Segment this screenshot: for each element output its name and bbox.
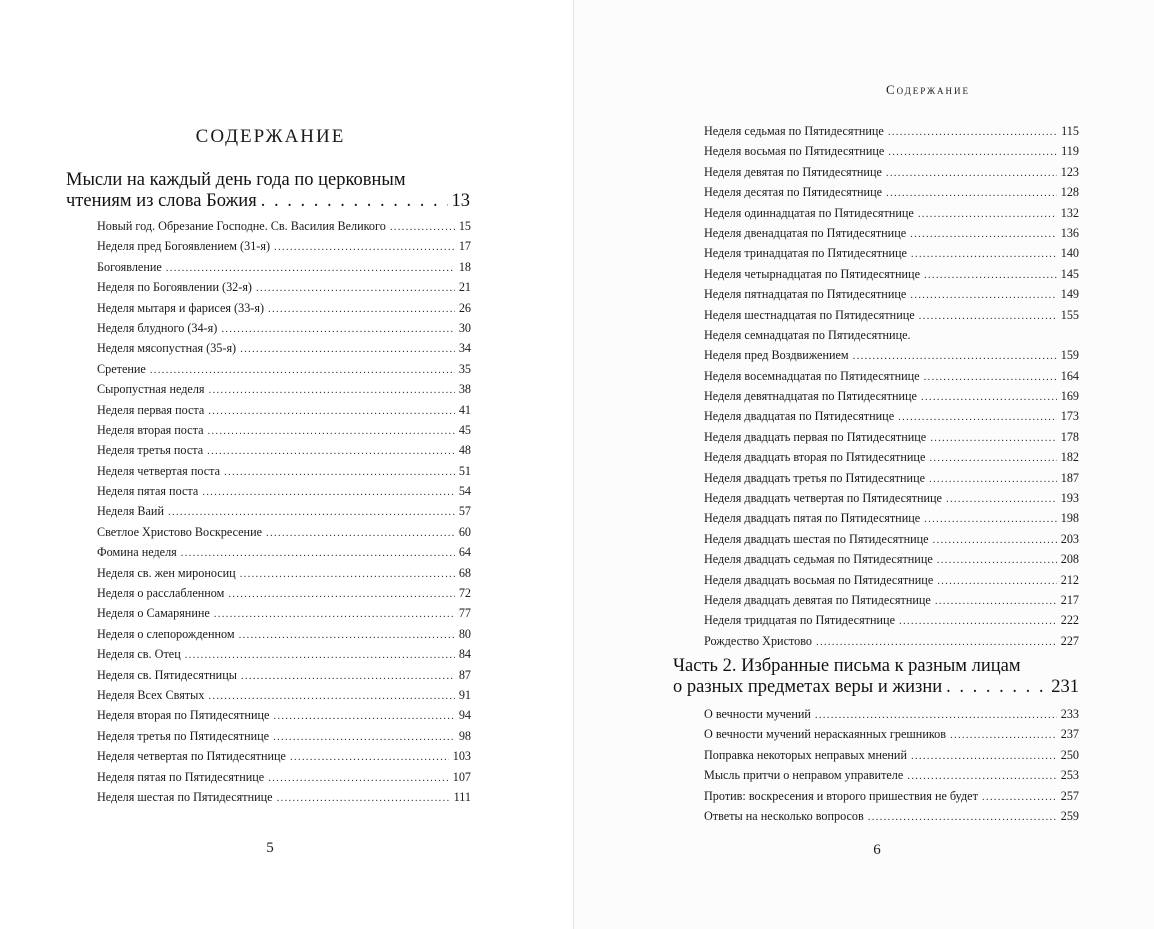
leader-dots — [266, 523, 455, 543]
toc-entry-page: 64 — [458, 545, 471, 560]
leader-dots — [224, 462, 455, 482]
leader-dots — [273, 727, 455, 747]
toc-entry — [704, 121, 1079, 141]
toc-entry-title: Неделя двадцать четвертая по Пятидесятнице — [704, 491, 942, 506]
leader-dots — [946, 489, 1057, 509]
toc-entry-title: Неделя по Богоявлении (32-я) — [97, 280, 252, 295]
part2-heading-line2-row — [673, 677, 1079, 698]
leader-dots — [816, 632, 1057, 652]
leader-dots — [214, 604, 455, 624]
toc-entry-page: 259 — [1060, 808, 1079, 823]
toc-entry-title: Неделя шестнадцатая по Пятидесятнице — [704, 307, 915, 322]
toc-entry-title: Неделя четвертая поста — [97, 463, 221, 478]
toc-entry-title: Неделя двадцатая по Пятидесятнице — [704, 409, 895, 424]
leader-dots — [888, 122, 1057, 142]
part2-heading — [673, 656, 1079, 698]
toc-entry-page: 54 — [458, 484, 471, 499]
toc-entry-page: 91 — [458, 687, 471, 702]
leader-dots — [185, 645, 455, 665]
leader-dots — [937, 550, 1057, 570]
toc-entry-title: Неделя пред Воздвижением — [704, 348, 849, 363]
toc-entry-page: 34 — [458, 341, 471, 356]
toc-entry-page: 253 — [1060, 768, 1079, 783]
toc-entry-title: Неделя двадцать девятая по Пятидесятнице — [704, 592, 931, 607]
running-head: Содержание — [885, 82, 971, 97]
leader-dots — [228, 584, 454, 604]
right-page — [574, 0, 1154, 929]
toc-entry-page: 80 — [458, 626, 471, 641]
toc-entry — [97, 685, 471, 705]
toc-entry-title: Неделя двадцать вторая по Пятидесятнице — [704, 450, 926, 465]
toc-entry-page: 208 — [1060, 552, 1079, 567]
toc-entry-page: 217 — [1060, 592, 1079, 607]
toc-entry-title: Неделя двадцать пятая по Пятидесятнице — [704, 511, 921, 526]
toc-entry-title: Фомина неделя — [97, 545, 177, 560]
leader-dots — [202, 482, 455, 502]
leader-dots — [240, 339, 455, 359]
toc-entry-page: 237 — [1060, 727, 1079, 742]
toc-list-left — [97, 216, 471, 807]
toc-entry-page: 169 — [1060, 389, 1079, 404]
leader-dots — [290, 747, 449, 767]
leader-dots — [268, 299, 455, 319]
leader-dots — [221, 319, 454, 339]
toc-entry — [704, 447, 1079, 467]
toc-entry — [704, 508, 1079, 528]
toc-entry-page: 103 — [452, 749, 471, 764]
toc-entry — [704, 724, 1079, 744]
toc-entry-title: Неделя тридцатая по Пятидесятнице — [704, 613, 895, 628]
toc-entry-title: Ответы на несколько вопросов — [704, 808, 864, 823]
leader-dots — [935, 591, 1057, 611]
toc-entry-page: 30 — [458, 320, 471, 335]
toc-entry — [704, 806, 1079, 826]
toc-entry-title: Неделя десятая по Пятидесятнице — [704, 185, 883, 200]
toc-entry-page: 115 — [1061, 124, 1079, 138]
toc-entry — [97, 400, 471, 420]
leader-dots — [910, 224, 1057, 244]
toc-entry-page: 250 — [1060, 747, 1079, 762]
leader-dots — [240, 564, 455, 584]
toc-entry-title: Неделя восемнадцатая по Пятидесятнице — [704, 368, 920, 383]
leader-dots — [208, 401, 455, 421]
toc-entry — [704, 305, 1079, 325]
toc-entry — [97, 726, 471, 746]
toc-entry-page: 77 — [458, 606, 471, 621]
toc-entry-page: 145 — [1060, 266, 1079, 281]
leader-dots — [150, 360, 455, 380]
leader-dots — [239, 625, 455, 645]
toc-entry-page: 15 — [458, 219, 471, 233]
toc-entry-page: 136 — [1060, 225, 1079, 240]
section-heading-line1: Мысли на каждый день года по церковным — [66, 170, 406, 190]
toc-entry-page: 51 — [458, 463, 471, 478]
toc-entry — [97, 420, 471, 440]
toc-entry-page: 187 — [1060, 470, 1079, 485]
toc-entry-page: 18 — [458, 259, 471, 274]
toc-entry-title: Неделя шестая по Пятидесятнице — [97, 789, 273, 804]
page-title: СОДЕРЖАНИЕ — [195, 126, 346, 147]
leader-dots — [924, 265, 1057, 285]
toc-entry-page: 60 — [458, 524, 471, 539]
toc-entry-page: 98 — [458, 728, 471, 743]
toc-entry-title: Неделя вторая по Пятидесятнице — [97, 708, 270, 723]
toc-entry-title: Неделя двадцать первая по Пятидесятнице — [704, 429, 927, 444]
toc-entry — [97, 318, 471, 338]
toc-entry — [704, 406, 1079, 426]
toc-entry-page: 155 — [1060, 307, 1079, 322]
toc-entry — [704, 182, 1079, 202]
toc-entry — [97, 359, 471, 379]
toc-entry-page: 41 — [458, 402, 471, 417]
toc-entry-page: 111 — [453, 789, 471, 804]
toc-entry-title: Неделя четырнадцатая по Пятидесятнице — [704, 266, 920, 281]
leader-dots — [982, 787, 1057, 807]
toc-entry-title: Неделя пятнадцатая по Пятидесятнице — [704, 287, 907, 302]
leader-dots — [919, 306, 1057, 326]
toc-entry-title: Против: воскресения и второго пришествия не будет — [704, 788, 978, 803]
leader-dots — [929, 469, 1057, 489]
toc-entry — [97, 257, 471, 277]
toc-entry — [704, 162, 1079, 182]
toc-entry — [704, 386, 1079, 406]
toc-entry-page: 68 — [458, 565, 471, 580]
toc-entry-title: Неделя св. жен мироносиц — [97, 565, 236, 580]
toc-entry — [97, 379, 471, 399]
toc-entry-page: 128 — [1060, 185, 1079, 200]
toc-entry-title: Неделя седьмая по Пятидесятнице — [704, 124, 884, 138]
toc-entry-title: Сретение — [97, 361, 146, 376]
toc-entry-page: 198 — [1060, 511, 1079, 526]
toc-entry-page: 72 — [458, 586, 471, 601]
section-heading-line2-row — [66, 191, 470, 212]
leader-dots — [181, 543, 455, 563]
toc-entry-title: Сыропустная неделя — [97, 382, 205, 397]
toc-entry-page: 233 — [1060, 707, 1079, 721]
leader-dots — [933, 530, 1057, 550]
leader-dots — [168, 502, 455, 522]
toc-entry-title: Неделя двадцать седьмая по Пятидесятнице — [704, 552, 933, 567]
toc-entry-title: Неделя первая поста — [97, 402, 205, 417]
toc-entry — [97, 563, 471, 583]
toc-entry-title: Неделя Всех Святых — [97, 687, 205, 702]
toc-entry-title: Неделя пятая по Пятидесятнице — [97, 769, 265, 784]
toc-entry-page: 38 — [458, 382, 471, 397]
page-number: 6 — [873, 842, 881, 858]
leader-dots — [898, 407, 1057, 427]
section-heading — [66, 170, 470, 212]
toc-entry-title: Неделя двенадцатая по Пятидесятнице — [704, 225, 907, 240]
leader-dots — [256, 278, 455, 298]
toc-entry-title: Неделя о слепорожденном — [97, 626, 235, 641]
toc-entry-page: 94 — [458, 708, 471, 723]
toc-entry-title: Неделя двадцать шестая по Пятидесятнице — [704, 531, 929, 546]
toc-entry-page: 182 — [1060, 450, 1079, 465]
toc-entry-title: Неделя св. Отец — [97, 647, 181, 662]
toc-entry-title: Неделя о Самарянине — [97, 606, 210, 621]
toc-entry — [97, 705, 471, 725]
leader-dots — [261, 191, 448, 212]
toc-entry — [704, 325, 1079, 345]
leader-dots — [277, 788, 450, 808]
toc-entry — [704, 549, 1079, 569]
leader-dots — [207, 421, 454, 441]
toc-entry — [704, 765, 1079, 785]
toc-entry — [704, 141, 1079, 161]
toc-entry-page: 140 — [1060, 246, 1079, 261]
toc-entry — [97, 542, 471, 562]
leader-dots — [924, 367, 1057, 387]
section-heading-line2: чтениям из слова Божия — [66, 191, 257, 211]
leader-dots — [911, 746, 1057, 766]
leader-dots — [899, 611, 1057, 631]
toc-entry — [704, 284, 1079, 304]
page-number: 5 — [266, 840, 274, 856]
toc-entry-title: Неделя третья по Пятидесятнице — [97, 728, 270, 743]
toc-entry — [704, 427, 1079, 447]
part2-heading-line2: о разных предметах веры и жизни — [673, 677, 943, 697]
leader-dots — [888, 142, 1057, 162]
toc-entry-page: 87 — [458, 667, 471, 682]
toc-entry-title: Неделя св. Пятидесятницы — [97, 667, 237, 682]
leader-dots — [166, 258, 455, 278]
leader-dots — [274, 237, 455, 257]
toc-entry-title: Рождество Христово — [704, 633, 812, 648]
toc-entry-title: О вечности мучений — [704, 707, 811, 721]
toc-entry-title: Неделя третья поста — [97, 443, 204, 458]
toc-entry — [97, 746, 471, 766]
toc-entry-title: Неделя девятая по Пятидесятнице — [704, 164, 882, 179]
leader-dots — [907, 766, 1056, 786]
toc-entry — [97, 665, 471, 685]
toc-list-right — [704, 121, 1079, 651]
leader-dots — [208, 686, 454, 706]
toc-entry-title: Неделя Ваий — [97, 504, 164, 519]
toc-entry-page: 159 — [1060, 348, 1079, 363]
toc-entry — [704, 243, 1079, 263]
toc-entry — [704, 786, 1079, 806]
toc-entry-title: Неделя девятнадцатая по Пятидесятнице — [704, 389, 917, 404]
toc-entry — [704, 631, 1079, 651]
toc-entry-page: 84 — [458, 647, 471, 662]
toc-entry — [704, 345, 1079, 365]
toc-entry-page: 257 — [1060, 788, 1079, 803]
toc-entry-title: Неделя двадцать третья по Пятидесятнице — [704, 470, 926, 485]
leader-dots — [815, 705, 1057, 725]
toc-entry — [97, 216, 471, 236]
toc-entry-page: 227 — [1060, 633, 1079, 648]
toc-entry-title: Неделя семнадцатая по Пятидесятнице. — [704, 327, 911, 342]
leader-dots — [937, 571, 1056, 591]
toc-entry-page: 222 — [1060, 613, 1079, 628]
toc-entry-page: 193 — [1060, 491, 1079, 506]
leader-dots — [207, 441, 455, 461]
toc-entry-page: 26 — [458, 300, 471, 315]
toc-entry — [704, 570, 1079, 590]
toc-entry-title: Неделя двадцать восьмая по Пятидесятнице — [704, 572, 934, 587]
toc-entry-page: 119 — [1061, 144, 1079, 159]
leader-dots — [950, 725, 1057, 745]
toc-entry — [704, 610, 1079, 630]
toc-entry-page: 17 — [458, 239, 471, 254]
toc-entry — [704, 590, 1079, 610]
toc-entry — [97, 277, 471, 297]
toc-entry-page: 57 — [458, 504, 471, 519]
toc-entry — [704, 264, 1079, 284]
toc-entry-title: Неделя пред Богоявлением (31-я) — [97, 239, 271, 254]
toc-entry-page: 212 — [1060, 572, 1079, 587]
leader-dots — [886, 183, 1057, 203]
toc-entry — [97, 440, 471, 460]
toc-entry — [97, 583, 471, 603]
toc-entry-page: 203 — [1060, 531, 1079, 546]
toc-entry-title: Неделя о расслабленном — [97, 586, 225, 601]
toc-entry-title: Неделя тринадцатая по Пятидесятнице — [704, 246, 907, 261]
leader-dots — [273, 706, 454, 726]
leader-dots — [924, 509, 1057, 529]
toc-entry — [97, 298, 471, 318]
toc-entry-title: Неделя мытаря и фарисея (33-я) — [97, 300, 265, 315]
toc-entry-title: Неделя восьмая по Пятидесятнице — [704, 144, 885, 159]
leader-dots — [910, 285, 1056, 305]
left-page — [0, 0, 573, 929]
toc-entry-page: 107 — [452, 769, 471, 784]
toc-entry-title: Мысль притчи о неправом управителе — [704, 768, 904, 783]
toc-entry-title: Неделя одиннадцатая по Пятидесятнице — [704, 205, 914, 220]
toc-entry-title: Новый год. Обрезание Господне. Св. Василия Великого — [97, 219, 386, 233]
toc-entry — [704, 468, 1079, 488]
leader-dots — [241, 666, 455, 686]
toc-entry-title: Неделя пятая поста — [97, 484, 199, 499]
toc-entry — [704, 529, 1079, 549]
section-heading-page: 13 — [451, 191, 470, 211]
toc-entry — [97, 522, 471, 542]
leader-dots — [930, 428, 1057, 448]
toc-entry — [704, 704, 1079, 724]
toc-entry-title: О вечности мучений нераскаянных грешников — [704, 727, 946, 742]
toc-entry-page: 35 — [458, 361, 471, 376]
toc-entry-title: Поправка некоторых неправых мнений — [704, 747, 907, 762]
toc-entry-title: Неделя блудного (34-я) — [97, 320, 218, 335]
toc-list-part2 — [704, 704, 1079, 826]
toc-entry-title: Неделя мясопустная (35-я) — [97, 341, 237, 356]
toc-entry — [704, 366, 1079, 386]
toc-entry — [704, 223, 1079, 243]
toc-entry-page: 178 — [1060, 429, 1079, 444]
toc-entry-page: 123 — [1060, 164, 1079, 179]
toc-entry-page: 164 — [1060, 368, 1079, 383]
leader-dots — [946, 677, 1047, 698]
toc-entry-page: 149 — [1060, 287, 1079, 302]
toc-entry — [97, 603, 471, 623]
toc-entry — [97, 481, 471, 501]
leader-dots — [918, 204, 1057, 224]
toc-entry-page: 132 — [1060, 205, 1079, 220]
leader-dots — [886, 163, 1057, 183]
toc-entry-page: 45 — [458, 422, 471, 437]
leader-dots — [929, 448, 1056, 468]
toc-entry — [97, 338, 471, 358]
toc-entry — [704, 488, 1079, 508]
toc-entry-title: Светлое Христово Воскресение — [97, 524, 263, 539]
toc-entry — [97, 461, 471, 481]
toc-entry-title: Неделя четвертая по Пятидесятнице — [97, 749, 286, 764]
toc-entry-page: 173 — [1060, 409, 1079, 424]
leader-dots — [268, 768, 449, 788]
toc-entry — [97, 624, 471, 644]
part2-heading-page: 231 — [1051, 677, 1079, 697]
toc-entry — [97, 644, 471, 664]
toc-entry — [97, 767, 471, 787]
toc-entry-title: Богоявление — [97, 259, 162, 274]
toc-entry-page: 48 — [458, 443, 471, 458]
leader-dots — [853, 346, 1057, 366]
leader-dots — [921, 387, 1057, 407]
toc-entry — [97, 787, 471, 807]
toc-entry-page: 21 — [458, 280, 471, 295]
toc-entry-title: Неделя вторая поста — [97, 422, 204, 437]
leader-dots — [868, 807, 1057, 827]
leader-dots — [390, 217, 455, 237]
part2-heading-line1: Часть 2. Избранные письма к разным лицам — [673, 656, 1021, 676]
toc-entry — [704, 203, 1079, 223]
toc-entry — [704, 745, 1079, 765]
leader-dots — [911, 244, 1057, 264]
toc-entry — [97, 501, 471, 521]
toc-entry — [97, 236, 471, 256]
leader-dots — [209, 380, 455, 400]
